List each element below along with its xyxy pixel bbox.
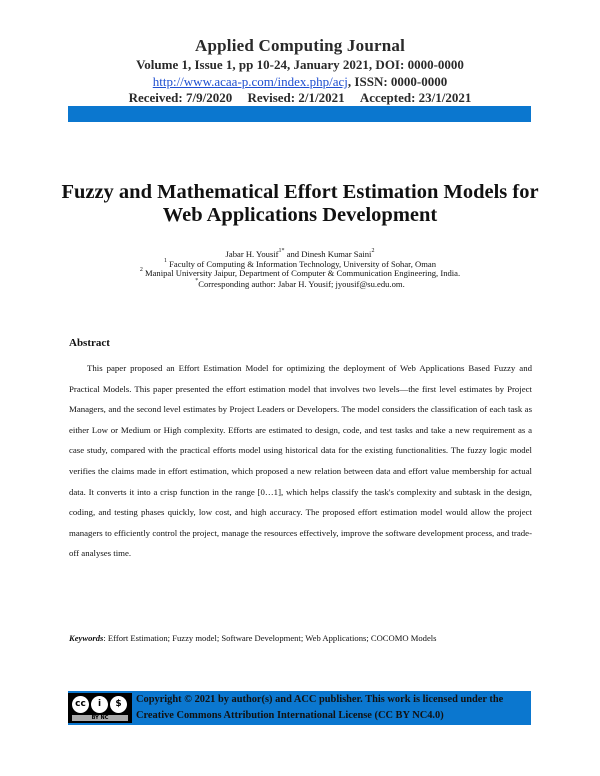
- url-issn-line: [0, 74, 600, 90]
- affiliation-2: [0, 268, 600, 278]
- affiliation-1-mark: 1: [163, 258, 167, 264]
- cc-icon: cc: [72, 696, 89, 713]
- author-2-affiliation-mark: 2: [371, 248, 375, 254]
- author-names: [0, 249, 600, 259]
- received-date: Received: 7/9/2020: [128, 90, 233, 105]
- corresponding-author-text: Corresponding author: Jabar H. Yousif; jyousif@su.edu.om.: [198, 279, 405, 289]
- accepted-date: Accepted: 23/1/2021: [359, 90, 472, 105]
- header-color-bar: [68, 106, 531, 122]
- license-text: Copyright © 2021 by author(s) and ACC publisher. This work is licensed under the Creative Commons Attribution International License (CC BY NC4.0): [136, 694, 504, 721]
- journal-url-link[interactable]: http://www.acaa-p.com/index.php/acj: [152, 74, 348, 89]
- corresponding-mark: *: [195, 278, 199, 284]
- dates-line: [0, 90, 600, 106]
- abstract-heading: Abstract: [69, 337, 110, 349]
- affiliation-1-text: Faculty of Computing & Information Technology, University of Sohar, Oman: [166, 259, 436, 269]
- keywords-line: [69, 633, 437, 643]
- noncommercial-icon: $: [110, 696, 127, 713]
- affiliation-2-text: Manipal University Jaipur, Department of Computer & Communication Engineering, India.: [142, 268, 461, 278]
- issn-text: , ISSN: 0000-0000: [347, 74, 448, 89]
- revised-date: Revised: 2/1/2021: [247, 90, 345, 105]
- affiliation-2-mark: 2: [139, 267, 143, 273]
- attribution-icon: i: [91, 696, 108, 713]
- author-1: Jabar H. Yousif: [225, 249, 279, 259]
- abstract-body: This paper proposed an Effort Estimation Model for optimizing the deployment of Web Applications Based Fuzzy and Practical Models. This paper presented the effort estimation model that involves two levels—the first level estimates by Project Managers, and the second level estimates by Project Leaders or Developers. The model considers the classification of each task as either Low or Medium or High complexity. Efforts are estimated to design, code, and test tasks and take a new requirement as a case study, compared with the practical efforts model using historical data for the existing functionalities. The fuzzy logic model verifies the claims made in effort estimation, which proposed a new relation between data and effort value membership for actual data. It converts it into a crisp function in the range [0…1], which helps classify the task's complexity and subtask in the design, coding, and testing phases quickly, low cost, and high accuracy. The proposed effort estimation model would allow the project managers to efficiently control the project, manage the resources effectively, improve the software development process, and trade-off analyses time.: [69, 363, 532, 559]
- cc-license-badge[interactable]: [68, 693, 132, 723]
- keywords-label: Keywords: [69, 633, 104, 643]
- author-1-affiliation-mark: 1*: [278, 248, 285, 254]
- cc-badge-label: BY NC: [72, 715, 128, 721]
- paper-title: Fuzzy and Mathematical Effort Estimation Models for Web Applications Development: [61, 181, 539, 226]
- author-2: and Dinesh Kumar Saini: [284, 249, 372, 259]
- volume-line: Volume 1, Issue 1, pp 10-24, January 2021, DOI: 0000-0000: [136, 57, 464, 72]
- corresponding-author: [0, 279, 600, 289]
- journal-title: Applied Computing Journal: [195, 36, 405, 55]
- license-footer: [68, 691, 531, 725]
- keywords-text: : Effort Estimation; Fuzzy model; Software Development; Web Applications; COCOMO Models: [103, 633, 437, 643]
